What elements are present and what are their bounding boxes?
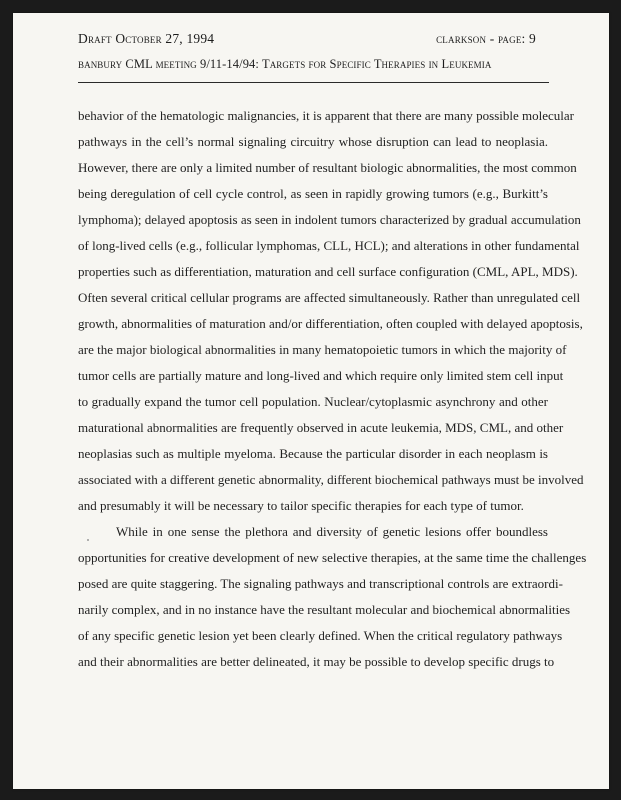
text-line: posed are quite staggering. The signaling pathways and transcriptional controls are extraordi- (78, 576, 563, 591)
draft-date: Draft October 27, 1994 (78, 31, 215, 46)
text-line: growth, abnormalities of maturation and/or differentiation, often coupled with delayed apoptosis, (78, 316, 583, 331)
text-line: maturational abnormalities are frequently observed in acute leukemia, MDS, CML, and other (78, 420, 564, 435)
body-text (78, 103, 587, 675)
text-line: tumor cells are partially mature and long-lived and which require only limited stem cell input (78, 368, 564, 383)
text-line: of any specific genetic lesion yet been clearly defined. When the critical regulatory pathways (78, 628, 563, 643)
text-line: While in one sense the plethora and diversity of genetic lesions offer boundless (116, 524, 548, 539)
text-line: and their abnormalities are better delineated, it may be possible to develop specific drugs to (78, 654, 555, 669)
text-line: associated with a different genetic abnormality, different biochemical pathways must be involved (78, 472, 584, 487)
text-line: opportunities for creative development of new selective therapies, at the same time the challenges (78, 550, 587, 565)
text-line: are the major biological abnormalities in many hematopoietic tumors in which the majority of (78, 342, 567, 357)
text-line: narily complex, and in no instance have the resultant molecular and biochemical abnormalities (78, 602, 571, 617)
text-line: properties such as differentiation, maturation and cell surface configuration (CML, APL, MDS). (78, 264, 578, 279)
text-line: being deregulation of cell cycle control, as seen in rapidly growing tumors (e.g., Burkitt’s (78, 186, 548, 201)
paper-speck (87, 539, 89, 541)
page-label: clarkson - page: 9 (436, 31, 536, 46)
paragraph-2 (78, 519, 587, 675)
document-page (13, 13, 609, 789)
text-line: However, there are only a limited number of resultant biologic abnormalities, the most common (78, 160, 577, 175)
text-line: Often several critical cellular programs are affected simultaneously. Rather than unregulated cell (78, 290, 581, 305)
paragraph-1 (78, 103, 584, 519)
text-line: and presumably it will be necessary to tailor specific therapies for each type of tumor. (78, 498, 524, 513)
meeting-title: banbury CML meeting 9/11-14/94: Targets for Specific Therapies in Leukemia (78, 57, 492, 71)
running-header (78, 31, 536, 51)
text-line: neoplasias such as multiple myeloma. Because the particular disorder in each neoplasm is (78, 446, 548, 461)
text-line: behavior of the hematologic malignancies, it is apparent that there are many possible molecular (78, 108, 574, 123)
header-divider (78, 82, 549, 83)
text-line: to gradually expand the tumor cell population. Nuclear/cytoplasmic asynchrony and other (78, 394, 548, 409)
text-line: pathways in the cell’s normal signaling circuitry whose disruption can lead to neoplasia. (78, 134, 548, 149)
text-line: lymphoma); delayed apoptosis as seen in indolent tumors characterized by gradual accumulation (78, 212, 581, 227)
text-line: of long-lived cells (e.g., follicular lymphomas, CLL, HCL); and alterations in other fundamental (78, 238, 580, 253)
